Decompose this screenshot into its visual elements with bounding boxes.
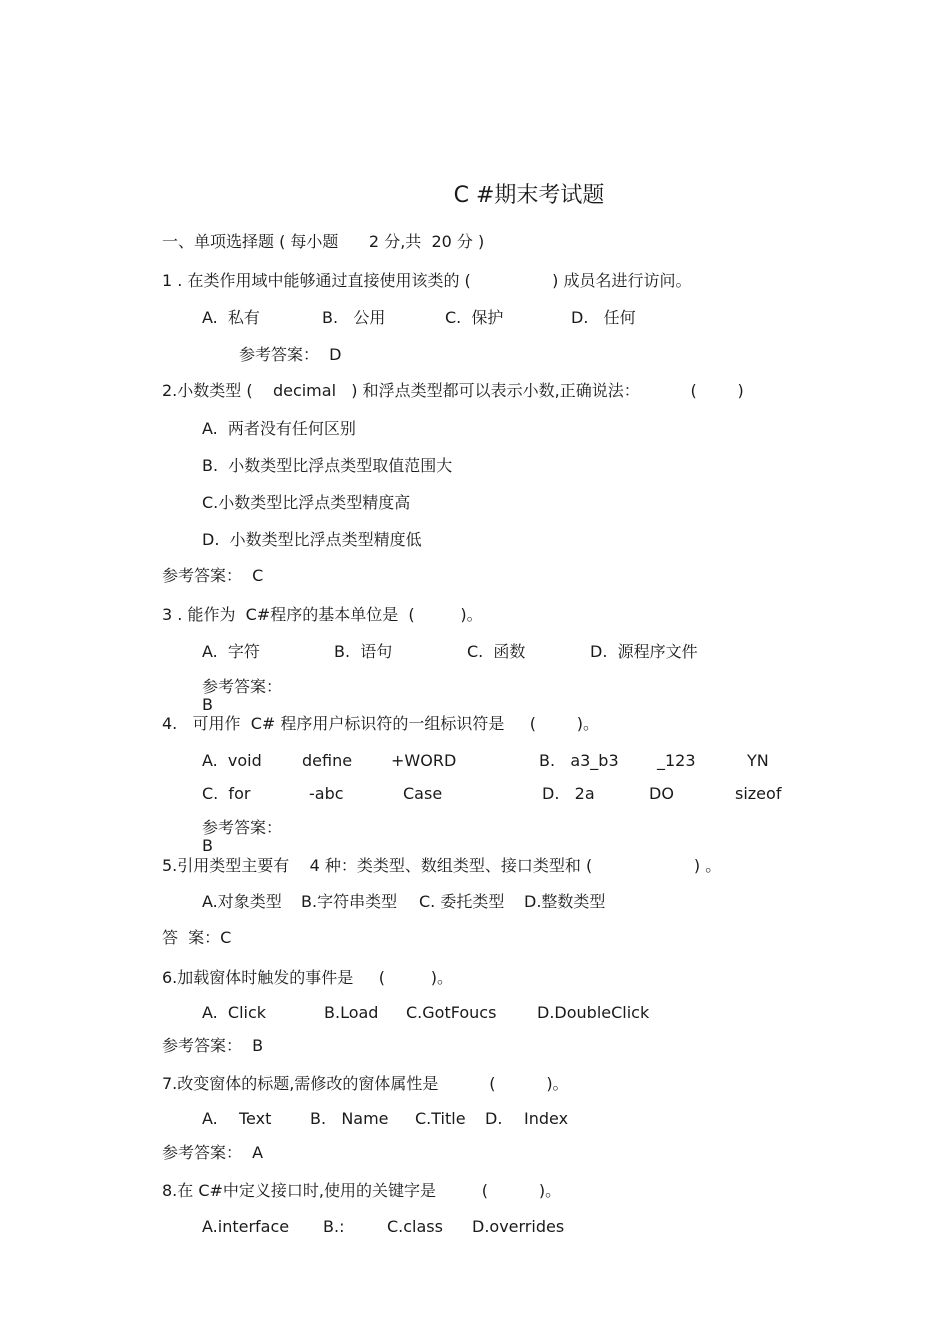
q2-option-b: B. 小数类型比浮点类型取值范围大 [202, 456, 453, 475]
q4-option-c-2: -abc [309, 784, 344, 803]
q4-option-d-2: DO [649, 784, 674, 803]
q4-option-c-3: Case [403, 784, 443, 803]
q7-option-a-text: Text [239, 1109, 272, 1128]
question-6-stem: 6.加载窗体时触发的事件是 ( )。 [162, 968, 453, 987]
q4-answer-label: 参考答案： [202, 818, 283, 837]
question-1-stem: 1 . 在类作用域中能够通过直接使用该类的 ( ) 成员名进行访问。 [162, 271, 692, 290]
q5-option-a: A.对象类型 [202, 892, 282, 911]
q3-answer-label: 参考答案： [202, 677, 283, 696]
q4-option-b: B. a3_b3 [539, 751, 619, 770]
question-4-stem: 4. 可用作 C# 程序用户标识符的一组标识符是 ( )。 [162, 714, 599, 733]
q3-option-a: A. 字符 [202, 642, 260, 661]
q4-option-c: C. for [202, 784, 251, 803]
q4-option-a-2: define [302, 751, 353, 770]
q3-option-b: B. 语句 [334, 642, 393, 661]
section-heading: 一、单项选择题 ( 每小题 2 分,共 20 分 ) [162, 232, 485, 251]
q1-answer: 参考答案： D [239, 345, 342, 364]
q5-option-d: D.整数类型 [524, 892, 606, 911]
q4-option-d: D. 2a [542, 784, 595, 803]
q6-option-c: C.GotFoucs [406, 1003, 497, 1022]
q6-option-a: A. Click [202, 1003, 267, 1022]
q4-option-d-3: sizeof [735, 784, 782, 803]
q7-option-c: C.Title [415, 1109, 466, 1128]
q6-answer: 参考答案： B [162, 1036, 264, 1055]
q1-option-d: D. 任何 [571, 308, 636, 327]
q7-option-d: D. [485, 1109, 503, 1128]
q8-option-c: C.class [387, 1217, 443, 1236]
question-5-stem: 5.引用类型主要有 4 种：类类型、数组类型、接口类型和 ( ) 。 [162, 856, 722, 875]
q2-answer: 参考答案： C [162, 566, 264, 585]
q7-option-a: A. [202, 1109, 218, 1128]
q7-option-d-text: Index [524, 1109, 569, 1128]
question-2-stem: 2.小数类型 ( decimal ) 和浮点类型都可以表示小数,正确说法： ( ) [162, 381, 744, 400]
q4-option-a: A. void [202, 751, 262, 770]
q1-option-b: B. 公用 [322, 308, 386, 327]
q6-option-d: D.DoubleClick [537, 1003, 650, 1022]
q5-option-b: B.字符串类型 [301, 892, 398, 911]
q8-option-d: D.overrides [472, 1217, 565, 1236]
q2-option-c: C.小数类型比浮点类型精度高 [202, 493, 411, 512]
page-title: C #期末考试题 [453, 183, 605, 208]
q3-option-d: D. 源程序文件 [590, 642, 698, 661]
q1-option-a: A. 私有 [202, 308, 260, 327]
q7-option-b: B. Name [310, 1109, 389, 1128]
q7-answer: 参考答案： A [162, 1143, 264, 1162]
q4-answer-value: B [202, 836, 213, 855]
question-8-stem: 8.在 C#中定义接口时,使用的关键字是 ( )。 [162, 1181, 562, 1200]
q3-answer-value: B [202, 695, 213, 714]
question-7-stem: 7.改变窗体的标题,需修改的窗体属性是 ( )。 [162, 1074, 569, 1093]
question-3-stem: 3 . 能作为 C#程序的基本单位是 ( )。 [162, 605, 483, 624]
q3-option-c: C. 函数 [467, 642, 526, 661]
q2-option-a: A. 两者没有任何区别 [202, 419, 356, 438]
q8-option-b: B.: [323, 1217, 345, 1236]
q8-option-a: A.interface [202, 1217, 290, 1236]
q4-option-b-2: _123 [657, 751, 696, 770]
q1-option-c: C. 保护 [445, 308, 504, 327]
q2-option-d: D. 小数类型比浮点类型精度低 [202, 530, 422, 549]
q4-option-a-3: +WORD [391, 751, 457, 770]
q5-answer: 答 案：C [162, 928, 232, 947]
q6-option-b: B.Load [324, 1003, 379, 1022]
q4-option-b-3: YN [747, 751, 769, 770]
q5-option-c: C. 委托类型 [419, 892, 505, 911]
